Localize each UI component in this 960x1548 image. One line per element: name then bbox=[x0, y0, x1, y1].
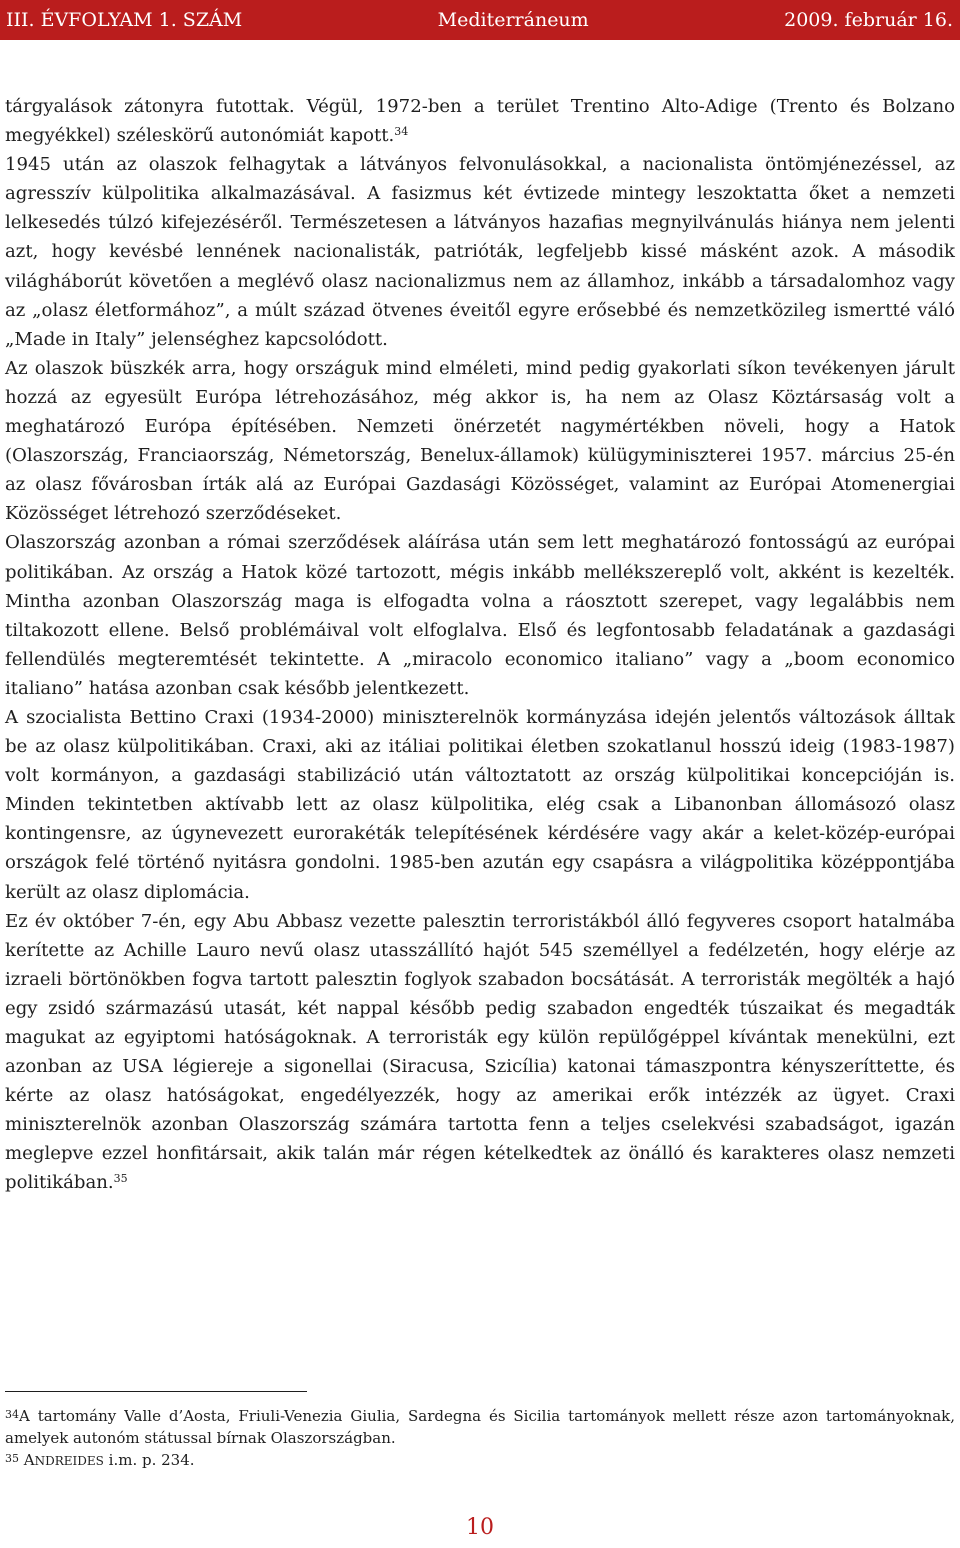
footnote bbox=[5, 1405, 955, 1449]
paragraph: 1945 után az olaszok felhagytak a látványos felvonulásokkal, a nacionalista öntömjénezéssel, az agresszív külpolitika alkalmazásával. A fasizmus két évtizede mintegy leszoktatta őket a nemzeti lelkesedés túlzó kifejezéséről. Természetesen a látványos hazafias megnyilvánulás hiánya nem jelenti azt, hogy kevésbé lennének nacionalisták, patrióták, legfeljebb kissé másként azok. A második világháborút követően a meglévő olasz nacionalizmus nem az államhoz, inkább a társadalomhoz vagy az „olasz életformához”, a múlt század ötvenes éveitől egyre erősebbé és nemzetközileg ismertté váló „Made in Italy” jelenséghez kapcsolódott. bbox=[5, 154, 955, 350]
paragraph: Az olaszok büszkék arra, hogy országuk mind elméleti, mind pedig gyakorlati síkon tevékenyen járult hozzá az egyesült Európa létrehozásához, még akkor is, ha nem az Olasz Köztársaság volt a meghatározó Európa építésében. Nemzeti önérzetét nagymértékben növeli, hogy a Hatok (Olaszország, Franciaország, Németország, Benelux-államok) külügyminiszterei 1957. március 25-én az olasz fővárosban írták alá az Európai Gazdasági Közösséget, valamint az Európai Atomenergiai Közösséget létrehozó szerződéseket. bbox=[5, 357, 955, 525]
footnote-separator bbox=[5, 1391, 307, 1392]
footnote-reference[interactable]: 34 bbox=[394, 125, 409, 139]
footnote-text: A tartomány Valle d’Aosta, Friuli-Venezia Giulia, Sardegna és Sicilia tartományok mellett része azon tartományoknak, amelyek autonóm státussal bírnak Olaszországban. bbox=[5, 1407, 955, 1447]
header-volume: III. ÉVFOLYAM 1. SZÁM bbox=[6, 9, 243, 31]
footnote-mark: 35 bbox=[5, 1452, 19, 1465]
page-number: 10 bbox=[466, 1515, 494, 1540]
footnote-mark: 34 bbox=[5, 1408, 19, 1421]
paragraph bbox=[5, 907, 955, 1198]
paragraph-text: Ez év október 7-én, egy Abu Abbasz vezette palesztin terroristákból álló fegyveres csoport hatalmába kerítette az Achille Lauro nevű olasz utasszállító hajót 545 személlyel a fedélzetén, hogy elérje az izraeli börtönökben fogva tartott palesztin foglyok szabadon bocsátását. A terroristák megölték a hajó egy zsidó származású utasát, két nappal később pedig szabadon engedték túszaikat és megadták magukat az egyiptomi hatóságoknak. A terroristák egy külön repülőgéppel kívántak menekülni, ezt azonban az USA légiereje a sigonellai (Siracusa, Szicília) katonai támaszpontra kényszeríttette, és kérte az olasz hatóságokat, engedélyezzék, hogy az amerikai erők intézzék az ügyet. Craxi miniszterelnök azonban Olaszország számára tartotta fenn a teljes cselekvési szabadságot, igazán meglepve ezzel honfitársait, akik talán már régen kételkedtek az önálló és karakteres olasz nemzeti politikában. bbox=[5, 910, 955, 1194]
header-journal-title: Mediterráneum bbox=[437, 9, 589, 31]
footnote-text: i.m. p. 234. bbox=[103, 1451, 195, 1469]
header-date: 2009. február 16. bbox=[784, 9, 953, 31]
paragraph bbox=[5, 92, 955, 150]
footnote-author bbox=[24, 1451, 104, 1469]
running-header bbox=[0, 0, 960, 40]
paragraph: Olaszország azonban a római szerződések aláírása után sem lett meghatározó fontosságú az európai politikában. Az ország a Hatok közé tartozott, mégis inkább mellékszereplő volt, akként is kezelték. Mintha azonban Olaszország maga is elfogadta volna a ráosztott szerepet, vagy legalábbis nem tiltakozott ellene. Belső problémáival volt elfoglalva. Első és legfontosabb feladatának a gazdasági fellendülés megteremtését tekintette. A „miracolo economico italiano” vagy a „boom economico italiano” hatása azonban csak később jelentkezett. bbox=[5, 532, 955, 699]
author-initial: A bbox=[23, 1451, 35, 1469]
article-body bbox=[5, 92, 955, 1198]
footnote-reference[interactable]: 35 bbox=[113, 1172, 128, 1186]
footnote bbox=[5, 1449, 955, 1472]
paragraph: A szocialista Bettino Craxi (1934-2000) miniszterelnök kormányzása idején jelentős változások álltak be az olasz külpolitikában. Craxi, aki az itáliai politikai életben szokatlanul hosszú ideig (1983-1987) volt kormányon, a gazdasági stabilizáció után változtatott az ország külpolitikai koncepcióján is. Minden tekintetben aktívabb lett az olasz külpolitika, elég csak a Libanonban állomásozó olasz kontingensre, az úgynevezett eurorakéták telepítésének kérdésére vagy akár a kelet-közép-európai országok felé történő nyitásra gondolni. 1985-ben azután egy csapásra a világpolitika középpontjába került az olasz diplomácia. bbox=[5, 706, 955, 903]
author-small-caps: NDREIDES bbox=[34, 1454, 104, 1468]
paragraph-text: tárgyalások zátonyra futottak. Végül, 1972-ben a terület Trentino Alto-Adige (Trento és Bolzano megyékkel) széleskörű autonómiát kapott. bbox=[5, 96, 955, 147]
footnotes bbox=[5, 1405, 955, 1472]
